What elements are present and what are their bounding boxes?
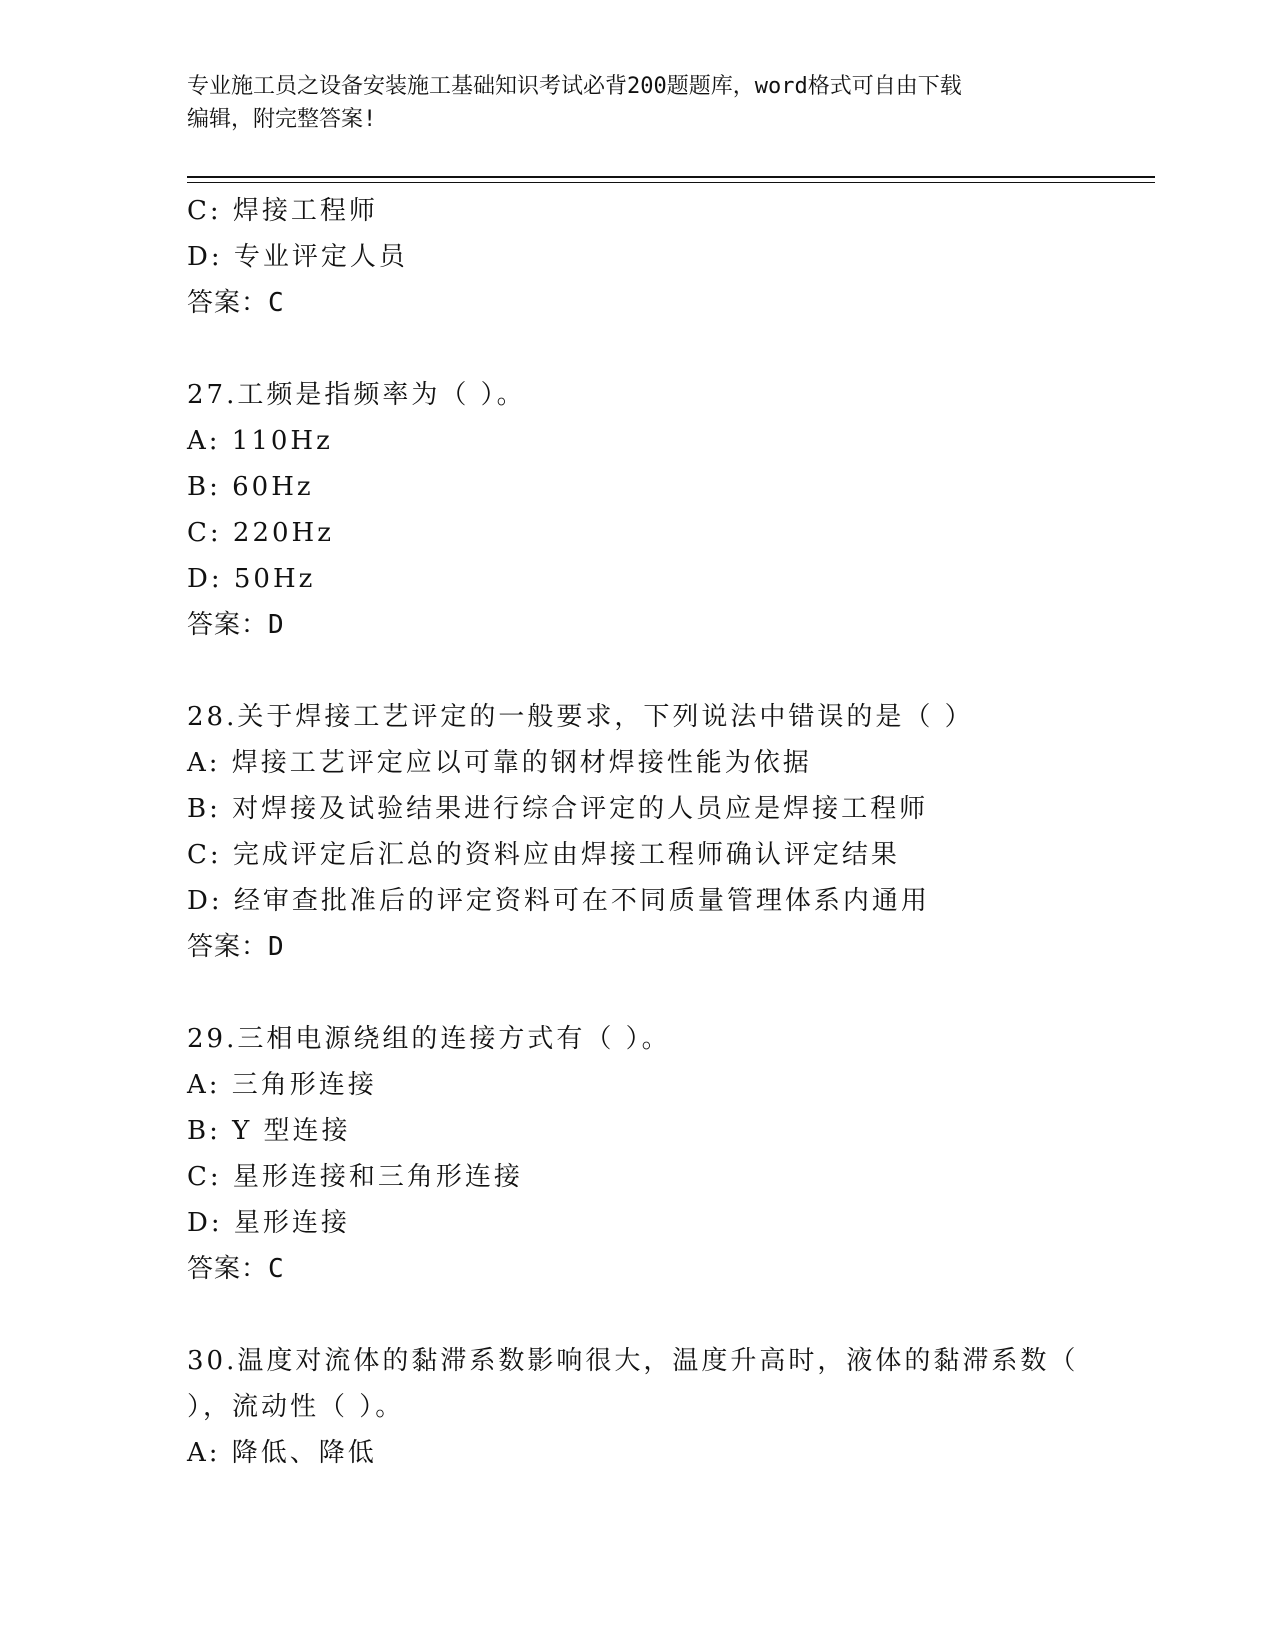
option-d: D: 星形连接	[187, 1208, 350, 1238]
question-text: 29.三相电源绕组的连接方式有（ ）。	[187, 1024, 671, 1054]
option-d: D: 50Hz	[187, 564, 316, 594]
option-d: D: 专业评定人员	[187, 242, 408, 272]
question-29	[187, 1016, 1147, 1292]
option-b: B: 60Hz	[187, 472, 314, 502]
header-divider-thin	[187, 182, 1155, 183]
option-a: A: 焊接工艺评定应以可靠的钢材焊接性能为依据	[187, 748, 812, 778]
question-text-line-1: 30.温度对流体的黏滞系数影响很大，温度升高时，液体的黏滞系数（	[187, 1346, 1079, 1376]
option-a: A: 三角形连接	[187, 1070, 377, 1100]
answer: 答案：C	[187, 1254, 285, 1284]
question-28	[187, 694, 1147, 970]
header-line-2: 编辑，附完整答案!	[187, 107, 377, 132]
question-text: 28.关于焊接工艺评定的一般要求，下列说法中错误的是（ ）	[187, 702, 974, 732]
answer: 答案：D	[187, 610, 285, 640]
option-d: D: 经审查批准后的评定资料可在不同质量管理体系内通用	[187, 886, 930, 916]
document-header	[187, 70, 1087, 136]
answer: 答案：D	[187, 932, 285, 962]
option-c: C: 220Hz	[187, 518, 334, 548]
option-a: A: 降低、降低	[187, 1438, 377, 1468]
option-c: C: 星形连接和三角形连接	[187, 1162, 523, 1192]
header-divider-thick	[187, 176, 1155, 178]
header-line-1: 专业施工员之设备安装施工基础知识考试必背200题题库，word格式可自由下载	[187, 74, 962, 99]
option-c: C: 完成评定后汇总的资料应由焊接工程师确认评定结果	[187, 840, 900, 870]
question-list	[187, 188, 1147, 1476]
question-27	[187, 372, 1147, 648]
question-30	[187, 1338, 1147, 1476]
option-a: A: 110Hz	[187, 426, 333, 456]
question-text: 27.工频是指频率为（ ）。	[187, 380, 526, 410]
option-b: B: 对焊接及试验结果进行综合评定的人员应是焊接工程师	[187, 794, 929, 824]
question-text-line-2: ），流动性（ ）。	[187, 1392, 405, 1422]
question-26	[187, 188, 1147, 326]
answer: 答案：C	[187, 288, 285, 318]
option-b: B: Y 型连接	[187, 1116, 351, 1146]
option-c: C: 焊接工程师	[187, 196, 378, 226]
